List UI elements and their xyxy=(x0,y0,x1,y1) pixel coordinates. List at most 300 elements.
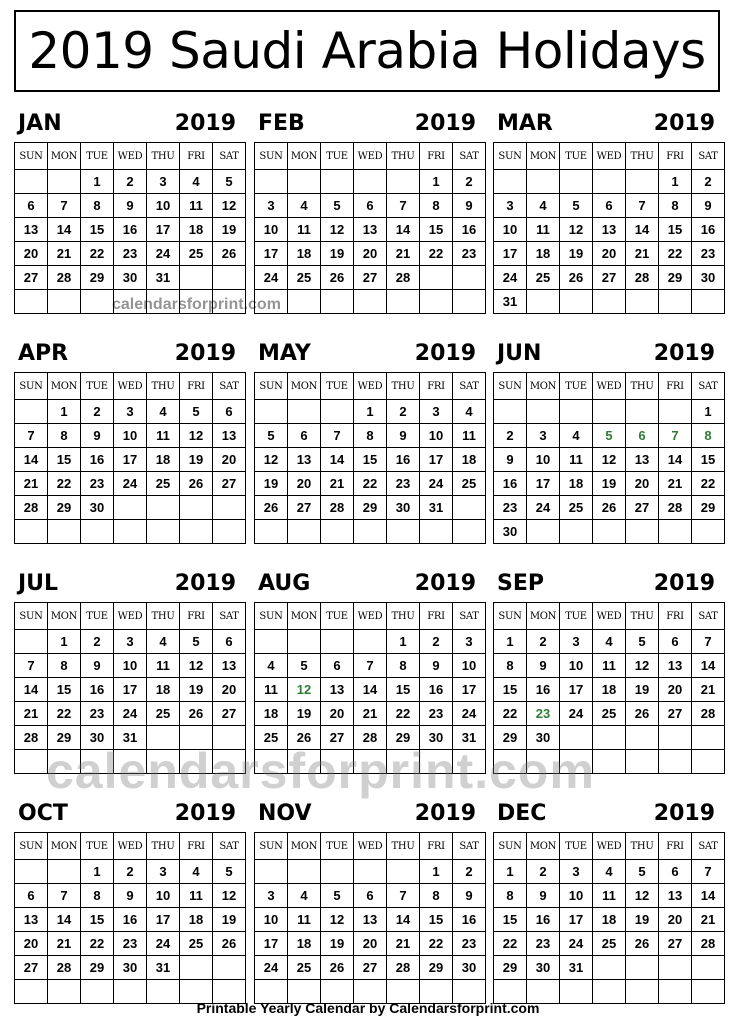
day-cell: 17 xyxy=(494,242,527,266)
day-cell: 27 xyxy=(593,266,626,290)
day-cell: 5 xyxy=(180,400,213,424)
week-row xyxy=(15,194,246,218)
empty-day-cell xyxy=(114,290,147,314)
empty-day-cell xyxy=(692,956,725,980)
weekday-header: TUE xyxy=(81,373,114,400)
day-cell: 25 xyxy=(453,472,486,496)
empty-day-cell xyxy=(255,170,288,194)
day-cell: 3 xyxy=(255,884,288,908)
empty-day-cell xyxy=(593,750,626,774)
day-cell: 25 xyxy=(180,932,213,956)
day-cell: 2 xyxy=(420,630,453,654)
weekday-header: MON xyxy=(48,603,81,630)
empty-day-cell xyxy=(213,956,246,980)
weekday-header: FRI xyxy=(180,373,213,400)
month-year: 2019 xyxy=(174,801,236,826)
day-cell: 21 xyxy=(692,908,725,932)
day-cell: 10 xyxy=(255,218,288,242)
day-cell: 25 xyxy=(180,242,213,266)
day-cell: 17 xyxy=(255,932,288,956)
day-cell: 10 xyxy=(147,884,180,908)
day-cell: 22 xyxy=(494,932,527,956)
month-table xyxy=(14,602,246,774)
empty-day-cell xyxy=(81,750,114,774)
day-cell: 10 xyxy=(527,448,560,472)
day-cell: 10 xyxy=(560,654,593,678)
day-cell: 11 xyxy=(288,908,321,932)
day-cell: 27 xyxy=(15,956,48,980)
day-cell: 4 xyxy=(180,860,213,884)
holiday-day-cell: 5 xyxy=(593,424,626,448)
weekday-header: TUE xyxy=(81,833,114,860)
day-cell: 20 xyxy=(626,472,659,496)
day-cell: 13 xyxy=(593,218,626,242)
day-cell: 26 xyxy=(255,496,288,520)
day-cell: 10 xyxy=(114,654,147,678)
day-cell: 18 xyxy=(147,448,180,472)
day-cell: 18 xyxy=(593,678,626,702)
week-row xyxy=(15,860,246,884)
month-header xyxy=(254,796,478,826)
weekday-header: SUN xyxy=(15,603,48,630)
month-name: JUL xyxy=(18,571,59,596)
day-cell: 15 xyxy=(81,218,114,242)
day-cell: 8 xyxy=(48,654,81,678)
day-cell: 27 xyxy=(354,956,387,980)
week-row xyxy=(255,400,486,424)
day-cell: 6 xyxy=(354,884,387,908)
day-cell: 5 xyxy=(213,860,246,884)
weekday-header: WED xyxy=(114,833,147,860)
weekday-header: THU xyxy=(387,143,420,170)
day-cell: 24 xyxy=(560,932,593,956)
month-dec xyxy=(493,796,717,1004)
empty-day-cell xyxy=(180,290,213,314)
empty-day-cell xyxy=(48,860,81,884)
day-cell: 7 xyxy=(354,654,387,678)
week-row xyxy=(255,170,486,194)
day-cell: 12 xyxy=(626,654,659,678)
day-cell: 30 xyxy=(387,496,420,520)
day-cell: 27 xyxy=(213,472,246,496)
day-cell: 15 xyxy=(420,218,453,242)
day-cell: 27 xyxy=(288,496,321,520)
weekday-header: WED xyxy=(354,833,387,860)
day-cell: 6 xyxy=(659,630,692,654)
month-name: MAR xyxy=(497,111,553,136)
day-cell: 11 xyxy=(453,424,486,448)
day-cell: 4 xyxy=(255,654,288,678)
month-table xyxy=(493,372,725,544)
weekday-header: THU xyxy=(626,833,659,860)
day-cell: 10 xyxy=(147,194,180,218)
weekday-header: THU xyxy=(626,603,659,630)
empty-day-cell xyxy=(527,400,560,424)
month-year: 2019 xyxy=(653,111,715,136)
week-row xyxy=(255,726,486,750)
day-cell: 6 xyxy=(15,194,48,218)
day-cell: 20 xyxy=(321,702,354,726)
month-aug xyxy=(254,566,478,774)
day-cell: 3 xyxy=(255,194,288,218)
holiday-day-cell: 7 xyxy=(659,424,692,448)
day-cell: 22 xyxy=(420,932,453,956)
day-cell: 4 xyxy=(288,194,321,218)
empty-day-cell xyxy=(321,750,354,774)
day-cell: 29 xyxy=(692,496,725,520)
day-cell: 18 xyxy=(180,218,213,242)
day-cell: 13 xyxy=(321,678,354,702)
day-cell: 5 xyxy=(255,424,288,448)
empty-day-cell xyxy=(453,266,486,290)
week-row xyxy=(494,290,725,314)
day-cell: 26 xyxy=(626,932,659,956)
weekday-header: TUE xyxy=(321,603,354,630)
day-cell: 19 xyxy=(255,472,288,496)
day-cell: 5 xyxy=(180,630,213,654)
week-row xyxy=(494,702,725,726)
day-cell: 24 xyxy=(560,702,593,726)
day-cell: 10 xyxy=(420,424,453,448)
day-cell: 12 xyxy=(321,908,354,932)
week-row xyxy=(255,908,486,932)
empty-day-cell xyxy=(560,170,593,194)
day-cell: 22 xyxy=(81,242,114,266)
day-cell: 16 xyxy=(494,472,527,496)
day-cell: 3 xyxy=(560,630,593,654)
day-cell: 10 xyxy=(494,218,527,242)
empty-day-cell xyxy=(81,290,114,314)
empty-day-cell xyxy=(147,520,180,544)
day-cell: 20 xyxy=(659,678,692,702)
day-cell: 26 xyxy=(560,266,593,290)
weekday-header: WED xyxy=(114,603,147,630)
holiday-day-cell: 12 xyxy=(288,678,321,702)
day-cell: 30 xyxy=(527,726,560,750)
day-cell: 21 xyxy=(354,702,387,726)
month-year: 2019 xyxy=(653,801,715,826)
day-cell: 28 xyxy=(692,702,725,726)
day-cell: 14 xyxy=(387,218,420,242)
day-cell: 26 xyxy=(288,726,321,750)
empty-day-cell xyxy=(692,520,725,544)
day-cell: 4 xyxy=(560,424,593,448)
day-cell: 8 xyxy=(48,424,81,448)
watermark-large: calendarsforprint.com xyxy=(46,743,595,799)
day-cell: 8 xyxy=(81,884,114,908)
week-row xyxy=(15,170,246,194)
day-cell: 15 xyxy=(387,678,420,702)
week-row xyxy=(494,448,725,472)
day-cell: 2 xyxy=(692,170,725,194)
week-row xyxy=(255,932,486,956)
month-table xyxy=(254,372,486,544)
week-row xyxy=(494,496,725,520)
day-cell: 15 xyxy=(420,908,453,932)
day-cell: 29 xyxy=(387,726,420,750)
empty-day-cell xyxy=(692,726,725,750)
empty-day-cell xyxy=(626,170,659,194)
day-cell: 18 xyxy=(288,242,321,266)
day-cell: 1 xyxy=(692,400,725,424)
weekday-header: WED xyxy=(593,603,626,630)
week-row xyxy=(255,266,486,290)
weekday-header: MON xyxy=(527,373,560,400)
day-cell: 29 xyxy=(81,266,114,290)
weekday-header: TUE xyxy=(81,603,114,630)
month-table xyxy=(254,602,486,774)
day-cell: 29 xyxy=(81,956,114,980)
day-cell: 5 xyxy=(213,170,246,194)
day-cell: 8 xyxy=(354,424,387,448)
day-cell: 29 xyxy=(48,726,81,750)
day-cell: 14 xyxy=(354,678,387,702)
empty-day-cell xyxy=(213,290,246,314)
day-cell: 17 xyxy=(560,908,593,932)
weekday-header: FRI xyxy=(420,143,453,170)
empty-day-cell xyxy=(255,630,288,654)
week-row xyxy=(15,654,246,678)
weekday-header: THU xyxy=(387,603,420,630)
day-cell: 13 xyxy=(213,654,246,678)
weekday-header: SUN xyxy=(494,373,527,400)
weekday-header: SAT xyxy=(213,373,246,400)
day-cell: 22 xyxy=(387,702,420,726)
empty-day-cell xyxy=(15,750,48,774)
weekday-header: FRI xyxy=(180,143,213,170)
day-cell: 16 xyxy=(387,448,420,472)
day-cell: 4 xyxy=(593,630,626,654)
week-row xyxy=(255,448,486,472)
empty-day-cell xyxy=(288,520,321,544)
week-row xyxy=(255,290,486,314)
day-cell: 4 xyxy=(147,400,180,424)
day-cell: 24 xyxy=(147,932,180,956)
day-cell: 28 xyxy=(15,496,48,520)
weekday-header: SAT xyxy=(692,833,725,860)
empty-day-cell xyxy=(593,170,626,194)
month-table xyxy=(493,142,725,314)
empty-day-cell xyxy=(626,956,659,980)
empty-day-cell xyxy=(48,750,81,774)
empty-day-cell xyxy=(288,290,321,314)
month-table xyxy=(14,832,246,1004)
weekday-header: TUE xyxy=(560,373,593,400)
empty-day-cell xyxy=(321,520,354,544)
weekday-header: TUE xyxy=(560,143,593,170)
day-cell: 19 xyxy=(180,448,213,472)
month-header xyxy=(493,566,717,596)
day-cell: 13 xyxy=(659,884,692,908)
empty-day-cell xyxy=(626,400,659,424)
day-cell: 11 xyxy=(560,448,593,472)
weekday-header: WED xyxy=(354,143,387,170)
day-cell: 22 xyxy=(659,242,692,266)
week-row xyxy=(255,424,486,448)
day-cell: 14 xyxy=(626,218,659,242)
empty-day-cell xyxy=(255,860,288,884)
day-cell: 27 xyxy=(659,932,692,956)
weekday-header: WED xyxy=(114,143,147,170)
day-cell: 8 xyxy=(659,194,692,218)
month-table xyxy=(254,832,486,1004)
day-cell: 7 xyxy=(626,194,659,218)
weekday-header: MON xyxy=(527,143,560,170)
day-cell: 9 xyxy=(81,424,114,448)
day-cell: 14 xyxy=(387,908,420,932)
day-cell: 25 xyxy=(288,956,321,980)
week-row xyxy=(15,400,246,424)
day-cell: 25 xyxy=(560,496,593,520)
month-header xyxy=(14,796,238,826)
week-row xyxy=(255,654,486,678)
day-cell: 12 xyxy=(213,194,246,218)
week-row xyxy=(15,932,246,956)
day-cell: 28 xyxy=(626,266,659,290)
month-name: JUN xyxy=(497,341,542,366)
day-cell: 13 xyxy=(659,654,692,678)
day-cell: 17 xyxy=(420,448,453,472)
day-cell: 26 xyxy=(626,702,659,726)
empty-day-cell xyxy=(659,726,692,750)
weekday-header: WED xyxy=(593,143,626,170)
day-cell: 7 xyxy=(692,860,725,884)
day-cell: 15 xyxy=(494,908,527,932)
day-cell: 8 xyxy=(387,654,420,678)
empty-day-cell xyxy=(15,860,48,884)
week-row xyxy=(255,860,486,884)
day-cell: 24 xyxy=(527,496,560,520)
empty-day-cell xyxy=(255,520,288,544)
day-cell: 12 xyxy=(180,424,213,448)
month-name: APR xyxy=(18,341,69,366)
day-cell: 5 xyxy=(626,860,659,884)
week-row xyxy=(15,242,246,266)
empty-day-cell xyxy=(354,750,387,774)
day-cell: 16 xyxy=(81,678,114,702)
day-cell: 27 xyxy=(659,702,692,726)
weekday-header: FRI xyxy=(180,833,213,860)
day-cell: 16 xyxy=(81,448,114,472)
day-cell: 27 xyxy=(626,496,659,520)
day-cell: 13 xyxy=(288,448,321,472)
weekday-header: SAT xyxy=(453,833,486,860)
day-cell: 14 xyxy=(659,448,692,472)
empty-day-cell xyxy=(15,290,48,314)
day-cell: 9 xyxy=(114,194,147,218)
day-cell: 19 xyxy=(288,702,321,726)
weekday-header: TUE xyxy=(321,833,354,860)
day-cell: 12 xyxy=(560,218,593,242)
day-cell: 12 xyxy=(180,654,213,678)
day-cell: 20 xyxy=(659,908,692,932)
day-cell: 22 xyxy=(81,932,114,956)
day-cell: 8 xyxy=(494,654,527,678)
day-cell: 7 xyxy=(48,194,81,218)
day-cell: 19 xyxy=(213,908,246,932)
empty-day-cell xyxy=(593,400,626,424)
month-header xyxy=(254,566,478,596)
day-cell: 28 xyxy=(48,956,81,980)
day-cell: 4 xyxy=(147,630,180,654)
month-header xyxy=(254,106,478,136)
day-cell: 15 xyxy=(354,448,387,472)
day-cell: 22 xyxy=(692,472,725,496)
week-row xyxy=(255,702,486,726)
week-row xyxy=(494,194,725,218)
week-row xyxy=(15,678,246,702)
day-cell: 15 xyxy=(48,448,81,472)
day-cell: 25 xyxy=(147,702,180,726)
empty-day-cell xyxy=(593,520,626,544)
day-cell: 17 xyxy=(147,908,180,932)
week-row xyxy=(15,702,246,726)
empty-day-cell xyxy=(593,290,626,314)
day-cell: 23 xyxy=(387,472,420,496)
empty-day-cell xyxy=(354,290,387,314)
day-cell: 7 xyxy=(387,884,420,908)
day-cell: 2 xyxy=(453,860,486,884)
day-cell: 18 xyxy=(453,448,486,472)
day-cell: 12 xyxy=(213,884,246,908)
empty-day-cell xyxy=(321,400,354,424)
empty-day-cell xyxy=(147,496,180,520)
month-name: MAY xyxy=(258,341,311,366)
day-cell: 20 xyxy=(354,932,387,956)
day-cell: 8 xyxy=(494,884,527,908)
day-cell: 27 xyxy=(354,266,387,290)
weekday-header: SAT xyxy=(213,603,246,630)
empty-day-cell xyxy=(15,170,48,194)
weekday-header: MON xyxy=(48,833,81,860)
day-cell: 16 xyxy=(527,908,560,932)
day-cell: 4 xyxy=(453,400,486,424)
day-cell: 31 xyxy=(147,266,180,290)
week-row xyxy=(255,630,486,654)
empty-day-cell xyxy=(15,400,48,424)
day-cell: 6 xyxy=(288,424,321,448)
day-cell: 18 xyxy=(593,908,626,932)
day-cell: 24 xyxy=(453,702,486,726)
weekday-header: FRI xyxy=(420,373,453,400)
week-row xyxy=(494,932,725,956)
empty-day-cell xyxy=(659,400,692,424)
day-cell: 21 xyxy=(692,678,725,702)
day-cell: 5 xyxy=(321,884,354,908)
day-cell: 24 xyxy=(255,956,288,980)
week-row xyxy=(15,424,246,448)
weekday-header: SAT xyxy=(692,603,725,630)
empty-day-cell xyxy=(15,520,48,544)
week-row xyxy=(494,424,725,448)
empty-day-cell xyxy=(114,520,147,544)
day-cell: 1 xyxy=(48,630,81,654)
empty-day-cell xyxy=(494,400,527,424)
weekday-header: SUN xyxy=(255,373,288,400)
day-cell: 28 xyxy=(15,726,48,750)
month-table xyxy=(493,832,725,1004)
day-cell: 30 xyxy=(81,726,114,750)
month-year: 2019 xyxy=(174,571,236,596)
day-cell: 28 xyxy=(354,726,387,750)
weekday-header: SUN xyxy=(494,143,527,170)
day-cell: 19 xyxy=(626,908,659,932)
empty-day-cell xyxy=(321,630,354,654)
day-cell: 5 xyxy=(288,654,321,678)
day-cell: 1 xyxy=(81,170,114,194)
empty-day-cell xyxy=(626,520,659,544)
empty-day-cell xyxy=(255,290,288,314)
